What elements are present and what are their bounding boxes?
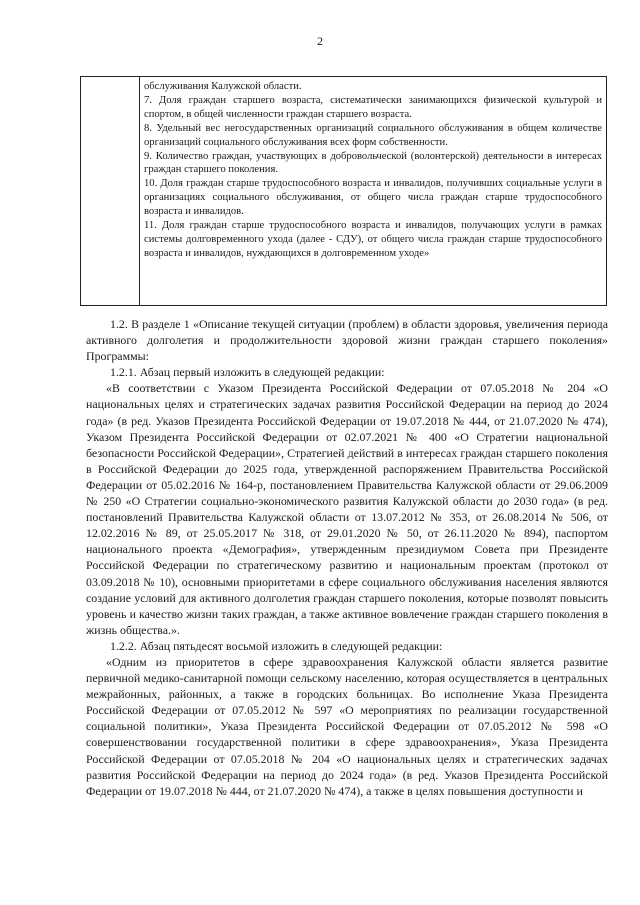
paragraph-1-2-1-text: «В соответствии с Указом Президента Российской Федерации от 07.05.2018 № 204 «О национальных целях и стратегических задачах развития Российской Федерации на период до 2024 года» (в ред. Указов Президента Российской Федерации от 19.07.2018 № 444, от 21.07.2020 № 474), Указом Президента Российской Федерации от 02.07.2021 № 400 «О Стратегии национальной безопасности Российской Федерации», Стратегией действий в интересах граждан старшего поколения в Российской Федерации до 2025 года, утвержденной распоряжением Правительства Российской Федерации от 05.02.2016 № 164-р, постановлением Правительства Калужской области от 29.06.2009 № 250 «О Стратегии социально-экономического развития Калужской области до 2030 года» (в ред. постановлений Правительства Калужской области от 13.07.2012 № 353, от 26.08.2014 № 506, от 12.02.2016 № 89, от 25.05.2017 № 318, от 29.01.2020 № 50, от 26.11.2020 № 894), паспортом национального проекта «Демография», утвержденным президиумом Совета при Президенте Российской Федерации по стратегическому развитию и национальным проектам (протокол от 03.09.2018 № 10), основными приоритетами в сфере социального обслуживания населения являются создание условий для активного долголетия граждан старшего поколения, которые позволят повысить уровень и качество жизни таких граждан, а также активное вовлечение граждан старшего поколения в жизнь общества.».	[86, 381, 608, 637]
table-item: 7. Доля граждан старшего возраста, систематически занимающихся физической культурой и спортом, в общей численности граждан старшего возраста.	[144, 94, 602, 120]
table-right-cell	[139, 77, 606, 305]
paragraph-1-2-2-heading: 1.2.2. Абзац пятьдесят восьмой изложить в следующей редакции:	[110, 638, 443, 653]
indicators-table	[80, 76, 607, 306]
table-item: 11. Доля граждан старше трудоспособного возраста и инвалидов, получающих услуги в рамках системы долговременного ухода (далее - СДУ), от общего числа граждан старше трудоспособного возраста и инвалидов, нуждающихся в долговременном уходе»	[144, 220, 602, 259]
paragraph-section-1-2: 1.2. В разделе 1 «Описание текущей ситуации (проблем) в области здоровья, увеличения периода активного долголетия и продолжительности здоровой жизни граждан старшего поколения» Программы:	[86, 317, 608, 364]
table-item: 8. Удельный вес негосударственных организаций социального обслуживания в общем количестве организаций социального обслуживания всех форм собственности.	[144, 122, 602, 148]
paragraph-1-2-1-heading: 1.2.1. Абзац первый изложить в следующей редакции:	[110, 365, 385, 380]
page-number: 2	[317, 34, 323, 48]
paragraph-1-2-2-text: «Одним из приоритетов в сфере здравоохранения Калужской области является развитие первичной медико-санитарной помощи сельскому населению, которая осуществляется в центральных межрайонных, районных, а также в городских больницах. Во исполнение Указа Президента Российской Федерации от 07.05.2012 № 597 «О мероприятиях по реализации государственной социальной политики», Указа Президента Российской Федерации от 07.05.2012 № 598 «О совершенствовании государственной политики в сфере здравоохранения», Указа Президента Российской Федерации от 07.05.2018 № 204 «О национальных целях и стратегических задачах развития Российской Федерации на период до 2024 года» (в ред. Указов Президента Российской Федерации от 19.07.2018 № 444, от 21.07.2020 № 474), а также в целях повышения доступности и	[86, 654, 608, 798]
table-item: 10. Доля граждан старше трудоспособного возраста и инвалидов, получивших социальные услуги в организациях социального обслуживания, от общего числа граждан старше трудоспособного возраста и инвалидов.	[144, 178, 602, 218]
document-body	[86, 316, 608, 799]
table-item: 9. Количество граждан, участвующих в добровольческой (волонтерской) деятельности в интересах граждан старшего поколения.	[144, 150, 602, 176]
table-left-cell	[81, 77, 140, 305]
table-item: обслуживания Калужской области.	[144, 81, 302, 92]
